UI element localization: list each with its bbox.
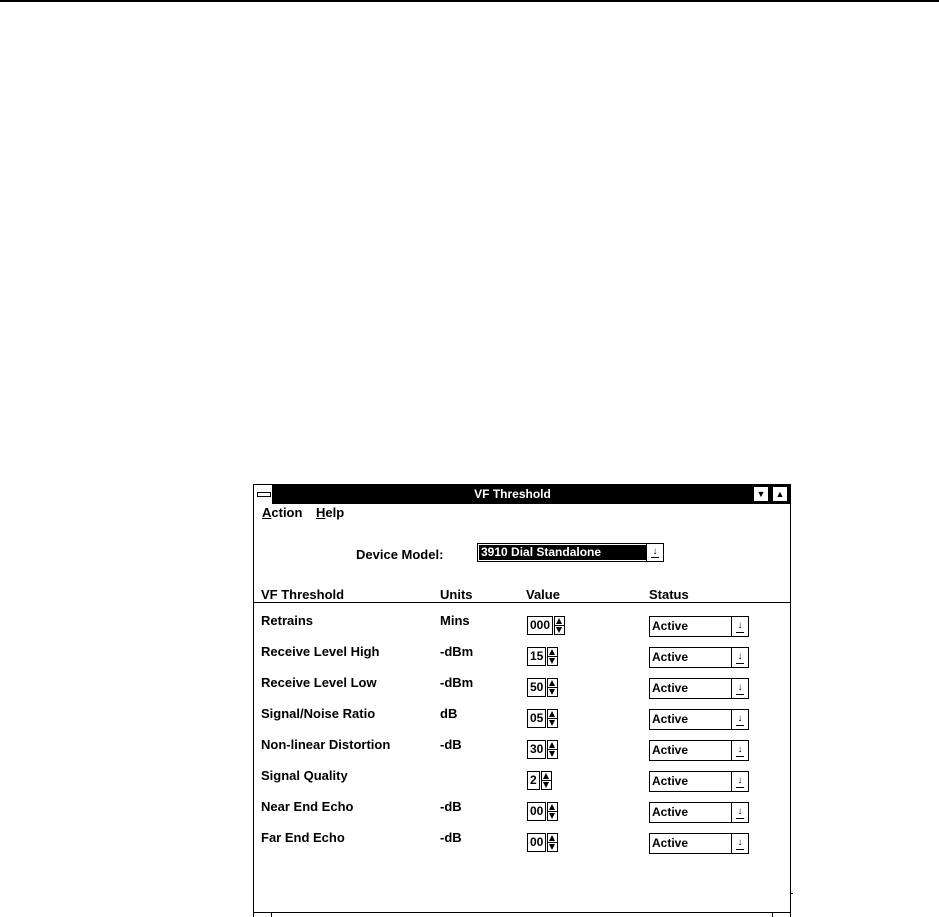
spin-up-down-icon[interactable] xyxy=(547,709,558,728)
status-dropdown[interactable] xyxy=(649,740,749,761)
header-status: Status xyxy=(649,587,689,602)
threshold-unit: -dB xyxy=(440,799,462,814)
device-model-value: 3910 Dial Standalone xyxy=(479,545,646,560)
threshold-label: Signal/Noise Ratio xyxy=(261,706,376,721)
status-value: Active xyxy=(652,619,689,633)
threshold-label: Receive Level High xyxy=(261,644,380,659)
threshold-label: Signal Quality xyxy=(261,768,348,783)
header-vf-threshold: VF Threshold xyxy=(261,587,345,602)
menu-bar xyxy=(254,504,790,522)
spin-up-down-icon[interactable] xyxy=(547,802,558,821)
value-spinner[interactable] xyxy=(527,678,558,697)
vf-threshold-window xyxy=(253,484,791,913)
threshold-unit: Mins xyxy=(440,613,470,628)
table-row xyxy=(254,737,790,768)
top-rule xyxy=(0,0,939,2)
status-dropdown[interactable] xyxy=(649,678,749,699)
status-dropdown[interactable] xyxy=(649,616,749,637)
dropdown-arrow-icon[interactable]: ↓ xyxy=(731,679,748,698)
header-units: Units xyxy=(440,587,473,602)
value-field[interactable]: 2 xyxy=(527,771,540,790)
value-spinner[interactable] xyxy=(527,740,558,759)
value-spinner[interactable] xyxy=(527,709,558,728)
threshold-label: Far End Echo xyxy=(261,830,345,845)
status-value: Active xyxy=(652,805,689,819)
spin-up-down-icon[interactable] xyxy=(554,616,565,635)
value-field[interactable]: 00 xyxy=(527,802,546,821)
title-bar[interactable] xyxy=(254,485,790,504)
status-dropdown[interactable] xyxy=(649,647,749,668)
table-row xyxy=(254,768,790,799)
threshold-unit: -dB xyxy=(440,737,462,752)
menu-action[interactable]: Action xyxy=(262,505,303,520)
spin-up-down-icon[interactable] xyxy=(547,678,558,697)
maximize-button[interactable]: ▲ xyxy=(772,486,788,502)
window-title: VF Threshold xyxy=(474,487,551,501)
threshold-unit: -dB xyxy=(440,830,462,845)
value-spinner[interactable] xyxy=(527,616,565,635)
threshold-label: Near End Echo xyxy=(261,799,354,814)
value-field[interactable]: 15 xyxy=(527,647,546,666)
dropdown-arrow-icon[interactable]: ↓ xyxy=(731,741,748,760)
table-row xyxy=(254,613,790,644)
value-spinner[interactable] xyxy=(527,647,558,666)
table-row xyxy=(254,799,790,830)
device-model-dropdown[interactable] xyxy=(477,543,664,562)
system-menu-icon[interactable] xyxy=(254,485,273,504)
threshold-unit: -dBm xyxy=(440,644,474,659)
status-value: Active xyxy=(652,681,689,695)
threshold-label: Non-linear Distortion xyxy=(261,737,391,752)
dropdown-arrow-icon[interactable]: ↓ xyxy=(646,544,663,561)
dropdown-arrow-icon[interactable]: ↓ xyxy=(731,834,748,853)
scroll-tick xyxy=(790,893,793,894)
dropdown-arrow-icon[interactable]: ↓ xyxy=(731,710,748,729)
device-model-label: Device Model: xyxy=(356,547,444,562)
status-dropdown[interactable] xyxy=(649,802,749,823)
spin-up-down-icon[interactable] xyxy=(541,771,552,790)
spin-up-down-icon[interactable] xyxy=(547,833,558,852)
value-spinner[interactable] xyxy=(527,833,558,852)
bottom-ticks xyxy=(253,913,791,917)
threshold-label: Receive Level Low xyxy=(261,675,377,690)
menu-help[interactable]: Help xyxy=(316,505,345,520)
status-value: Active xyxy=(652,712,689,726)
value-field[interactable]: 50 xyxy=(527,678,546,697)
status-value: Active xyxy=(652,774,689,788)
dropdown-arrow-icon[interactable]: ↓ xyxy=(731,803,748,822)
header-value: Value xyxy=(526,587,560,602)
threshold-label: Retrains xyxy=(261,613,314,628)
value-spinner[interactable] xyxy=(527,802,558,821)
status-dropdown[interactable] xyxy=(649,771,749,792)
status-value: Active xyxy=(652,650,689,664)
value-field[interactable]: 30 xyxy=(527,740,546,759)
table-row xyxy=(254,675,790,706)
minimize-button[interactable]: ▼ xyxy=(753,486,769,502)
status-value: Active xyxy=(652,743,689,757)
spin-up-down-icon[interactable] xyxy=(547,740,558,759)
dropdown-arrow-icon[interactable]: ↓ xyxy=(731,772,748,791)
threshold-unit: -dBm xyxy=(440,675,474,690)
table-row xyxy=(254,706,790,737)
threshold-table xyxy=(254,602,790,912)
value-field[interactable]: 000 xyxy=(527,616,553,635)
value-field[interactable]: 00 xyxy=(527,833,546,852)
table-row xyxy=(254,830,790,861)
status-value: Active xyxy=(652,836,689,850)
dropdown-arrow-icon[interactable]: ↓ xyxy=(731,648,748,667)
spin-up-down-icon[interactable] xyxy=(547,647,558,666)
status-dropdown[interactable] xyxy=(649,709,749,730)
value-field[interactable]: 05 xyxy=(527,709,546,728)
dropdown-arrow-icon[interactable]: ↓ xyxy=(731,617,748,636)
threshold-unit: dB xyxy=(440,706,458,721)
value-spinner[interactable] xyxy=(527,771,552,790)
status-dropdown[interactable] xyxy=(649,833,749,854)
table-row xyxy=(254,644,790,675)
